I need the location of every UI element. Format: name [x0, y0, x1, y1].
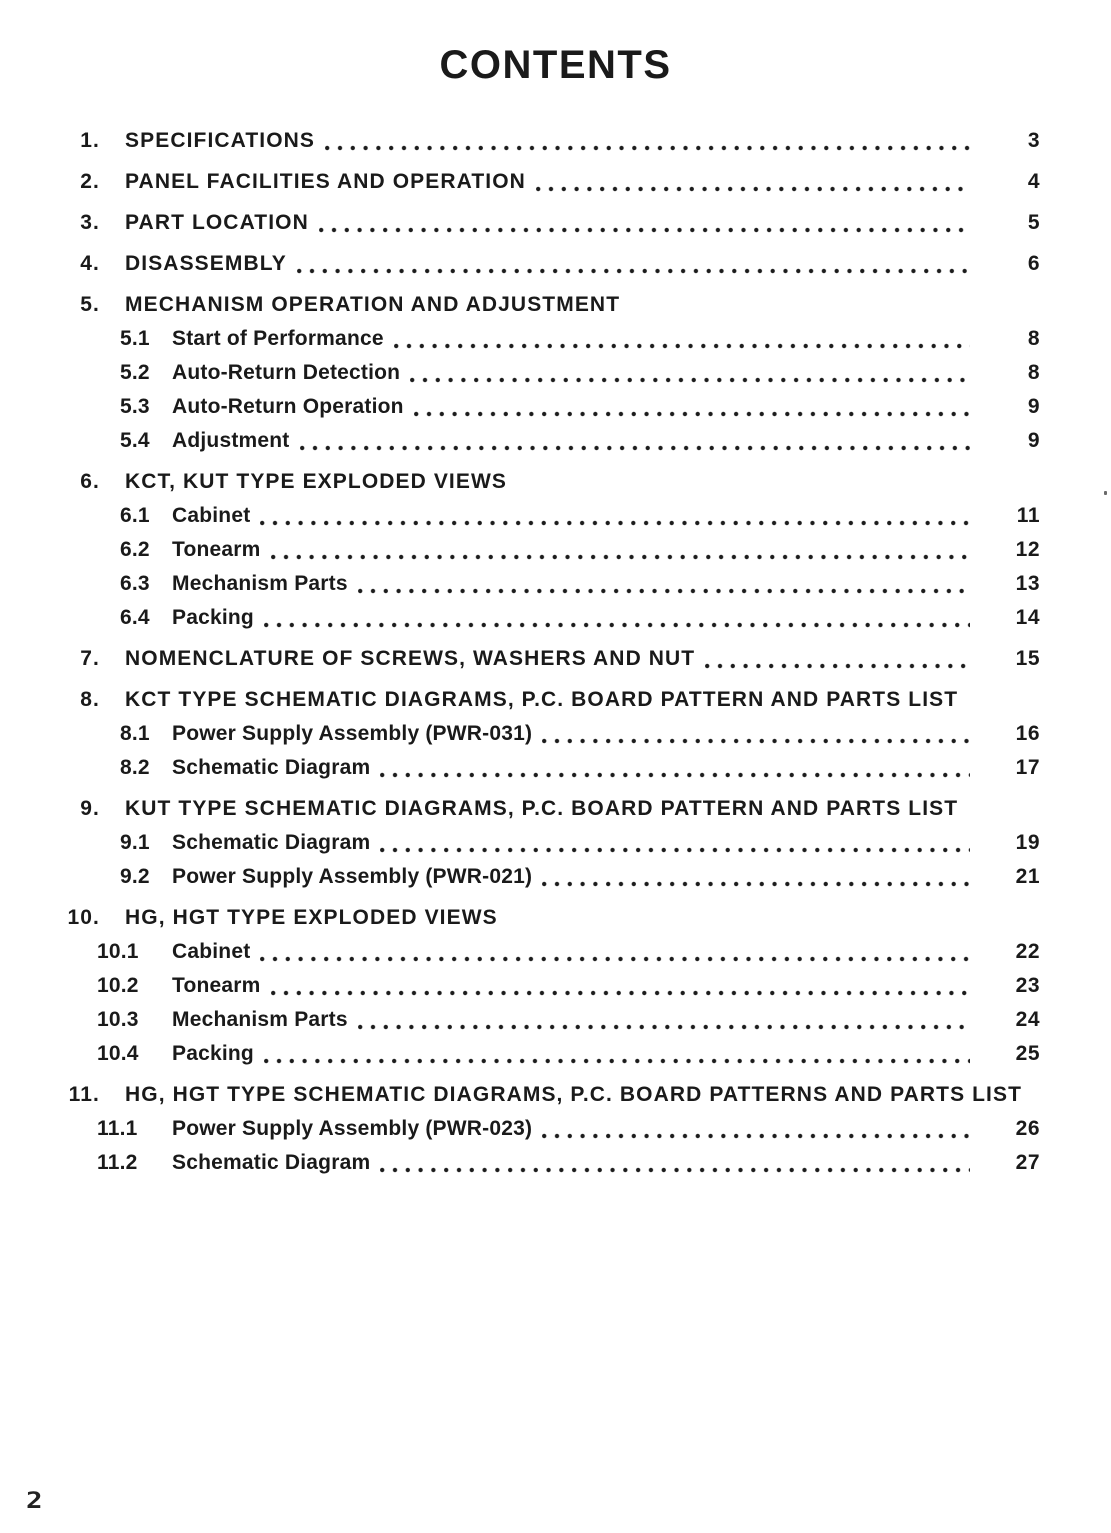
dot-leader — [325, 145, 970, 152]
entry-page-number: 25 — [1015, 1042, 1040, 1065]
toc-entry — [0, 394, 1111, 420]
entry-number: 6. — [80, 470, 100, 493]
dot-leader — [264, 622, 970, 629]
entry-label: HG, HGT TYPE EXPLODED VIEWS — [125, 906, 498, 929]
entry-label: DISASSEMBLY — [125, 252, 287, 275]
scan-artifact — [1104, 491, 1107, 495]
toc-entry — [0, 571, 1111, 597]
entry-number: 6.4 — [120, 606, 150, 629]
entry-label: Tonearm — [172, 538, 261, 561]
entry-number: 7. — [80, 647, 100, 670]
entry-label: MECHANISM OPERATION AND ADJUSTMENT — [125, 293, 621, 316]
toc-entry — [0, 251, 1111, 277]
entry-label: Mechanism Parts — [172, 572, 348, 595]
entry-label: Adjustment — [172, 429, 290, 452]
entry-number: 9.2 — [120, 865, 150, 888]
page-number-footer: 2 — [26, 1488, 43, 1514]
entry-number: 5. — [80, 293, 100, 316]
entry-label: PART LOCATION — [125, 211, 309, 234]
entry-number: 10.3 — [97, 1008, 139, 1031]
entry-number: 6.2 — [120, 538, 150, 561]
entry-number: 6.1 — [120, 504, 150, 527]
toc-entry — [0, 755, 1111, 781]
entry-label: Tonearm — [172, 974, 261, 997]
entry-label: Schematic Diagram — [172, 756, 371, 779]
entry-number: 11.2 — [97, 1151, 138, 1174]
entry-page-number: 12 — [1015, 538, 1040, 561]
entry-page-number: 17 — [1015, 756, 1040, 779]
entry-label-line2: AND PARTS LIST — [834, 1083, 1023, 1106]
entry-number: 5.3 — [120, 395, 150, 418]
toc-entry — [0, 469, 1111, 495]
dot-leader — [264, 1058, 970, 1065]
entry-label: NOMENCLATURE OF SCREWS, WASHERS AND NUT — [125, 647, 696, 670]
entry-page-number: 14 — [1015, 606, 1040, 629]
entry-page-number: 9 — [1027, 395, 1040, 418]
entry-page-number: 19 — [1015, 831, 1040, 854]
entry-number: 5.2 — [120, 361, 150, 384]
entry-label: Auto-Return Operation — [172, 395, 404, 418]
entry-label: Schematic Diagram — [172, 1151, 371, 1174]
toc-entry — [0, 428, 1111, 454]
toc-entry — [0, 905, 1111, 931]
dot-leader — [358, 1024, 970, 1031]
entry-page-number: 6 — [1027, 252, 1040, 275]
toc-entry — [0, 1082, 1111, 1108]
toc-entry — [0, 128, 1111, 154]
entry-page-number: 8 — [1027, 327, 1040, 350]
entry-number: 10. — [67, 906, 100, 929]
entry-label-line2: AND PARTS LIST — [770, 797, 959, 820]
toc-entry — [0, 1150, 1111, 1176]
toc-entry — [0, 796, 1111, 822]
entry-page-number: 24 — [1015, 1008, 1040, 1031]
entry-number: 8.1 — [120, 722, 150, 745]
toc-entry — [0, 1007, 1111, 1033]
entry-page-number: 26 — [1015, 1117, 1040, 1140]
dot-leader — [271, 990, 970, 997]
entry-page-number: 11 — [1016, 504, 1040, 527]
dot-leader — [358, 588, 970, 595]
dot-leader — [410, 377, 970, 384]
entry-label: Power Supply Assembly (PWR-021) — [172, 865, 533, 888]
toc-entry — [0, 537, 1111, 563]
entry-number: 6.3 — [120, 572, 150, 595]
entry-page-number: 13 — [1015, 572, 1040, 595]
toc-entry — [0, 721, 1111, 747]
entry-number: 2. — [80, 170, 100, 193]
entry-label: Auto-Return Detection — [172, 361, 401, 384]
entry-label: SPECIFICATIONS — [125, 129, 316, 152]
entry-number: 9. — [80, 797, 100, 820]
entry-label-line2: AND PARTS LIST — [770, 688, 959, 711]
entry-label: Mechanism Parts — [172, 1008, 348, 1031]
entry-label: KCT TYPE SCHEMATIC DIAGRAMS, P.C. BOARD PATTERN — [125, 688, 765, 711]
entry-page-number: 3 — [1027, 129, 1040, 152]
entry-label: Cabinet — [172, 504, 251, 527]
entry-label: KCT, KUT TYPE EXPLODED VIEWS — [125, 470, 508, 493]
dot-leader — [414, 411, 970, 418]
entry-number: 10.2 — [97, 974, 139, 997]
toc-entry — [0, 360, 1111, 386]
dot-leader — [260, 956, 970, 963]
toc-entry — [0, 292, 1111, 318]
entry-number: 10.1 — [97, 940, 139, 963]
entry-label: HG, HGT TYPE SCHEMATIC DIAGRAMS, P.C. BOARD PATTERNS — [125, 1083, 829, 1106]
entry-label: Cabinet — [172, 940, 251, 963]
dot-leader — [380, 1167, 970, 1174]
entry-number: 9.1 — [120, 831, 150, 854]
entry-page-number: 9 — [1027, 429, 1040, 452]
dot-leader — [319, 227, 970, 234]
toc-entry — [0, 646, 1111, 672]
dot-leader — [542, 881, 970, 888]
toc-entry — [0, 1041, 1111, 1067]
toc-entry — [0, 169, 1111, 195]
toc-entry — [0, 973, 1111, 999]
dot-leader — [542, 738, 970, 745]
entry-label: PANEL FACILITIES AND OPERATION — [125, 170, 526, 193]
toc-entry — [0, 687, 1111, 713]
toc-entry — [0, 210, 1111, 236]
entry-number: 8.2 — [120, 756, 150, 779]
entry-page-number: 23 — [1015, 974, 1040, 997]
entry-number: 4. — [80, 252, 100, 275]
entry-label: Packing — [172, 606, 254, 629]
entry-page-number: 27 — [1015, 1151, 1040, 1174]
entry-label: Packing — [172, 1042, 254, 1065]
dot-leader — [260, 520, 970, 527]
page-title: CONTENTS — [439, 43, 672, 87]
entry-number: 8. — [80, 688, 100, 711]
entry-label: Power Supply Assembly (PWR-031) — [172, 722, 533, 745]
entry-number: 11.1 — [97, 1117, 138, 1140]
entry-number: 11. — [68, 1083, 100, 1106]
toc-entry — [0, 503, 1111, 529]
dot-leader — [542, 1133, 970, 1140]
entry-label: Start of Performance — [172, 327, 384, 350]
entry-number: 1. — [80, 129, 100, 152]
entry-page-number: 22 — [1015, 940, 1040, 963]
toc-entry — [0, 1116, 1111, 1142]
toc-entry-list — [0, 128, 1111, 1176]
toc-entry — [0, 605, 1111, 631]
dot-leader — [300, 445, 971, 452]
toc-entry — [0, 830, 1111, 856]
dot-leader — [380, 772, 970, 779]
dot-leader — [705, 663, 970, 670]
dot-leader — [380, 847, 970, 854]
entry-label: Schematic Diagram — [172, 831, 371, 854]
entry-number: 3. — [80, 211, 100, 234]
entry-page-number: 8 — [1027, 361, 1040, 384]
dot-leader — [297, 268, 970, 275]
dot-leader — [536, 186, 970, 193]
entry-number: 5.1 — [120, 327, 150, 350]
dot-leader — [271, 554, 970, 561]
toc-entry — [0, 864, 1111, 890]
entry-label: KUT TYPE SCHEMATIC DIAGRAMS, P.C. BOARD PATTERN — [125, 797, 765, 820]
entry-number: 5.4 — [120, 429, 150, 452]
entry-page-number: 4 — [1027, 170, 1040, 193]
entry-page-number: 5 — [1027, 211, 1040, 234]
toc-entry — [0, 939, 1111, 965]
dot-leader — [394, 343, 970, 350]
entry-number: 10.4 — [97, 1042, 139, 1065]
entry-page-number: 15 — [1015, 647, 1040, 670]
toc-entry — [0, 326, 1111, 352]
entry-page-number: 21 — [1015, 865, 1040, 888]
entry-page-number: 16 — [1015, 722, 1040, 745]
entry-label: Power Supply Assembly (PWR-023) — [172, 1117, 533, 1140]
